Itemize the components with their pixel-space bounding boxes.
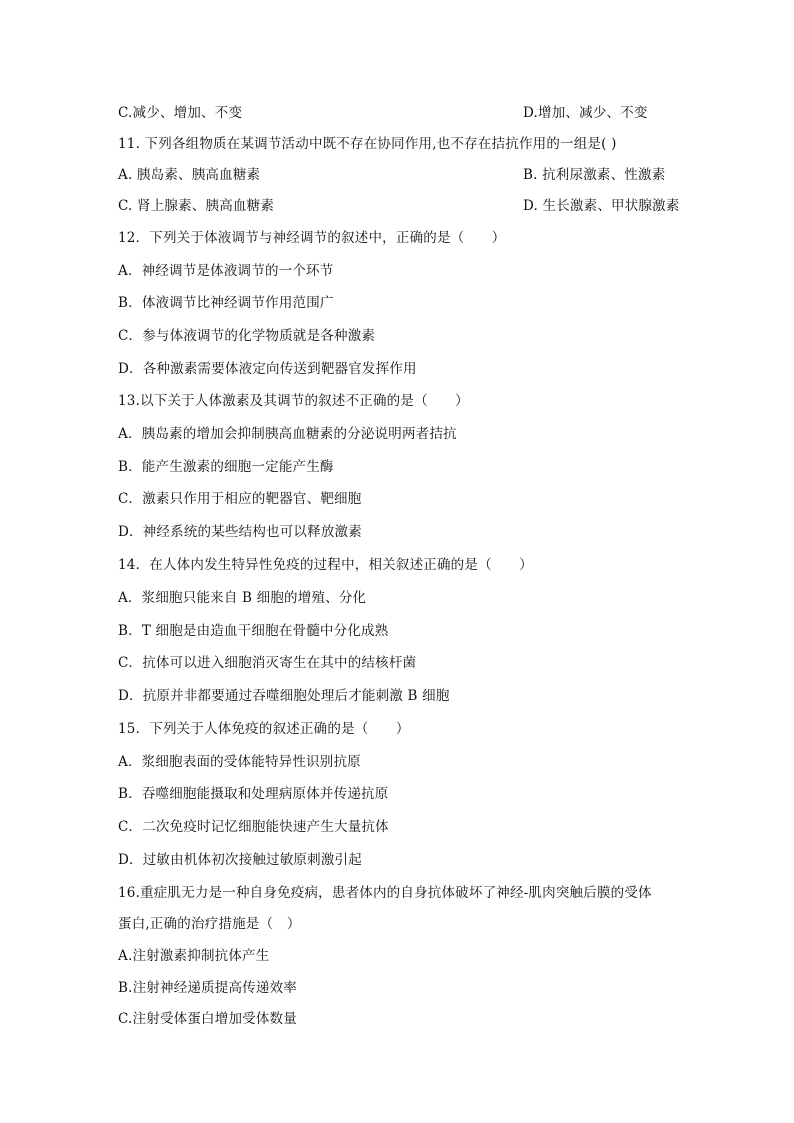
q14-option-b: B．T 细胞是由造血干细胞在骨髓中分化成熟 — [118, 623, 389, 639]
q11-option-c: C. 肾上腺素、胰高血糖素 — [118, 198, 275, 214]
q15-option-d: D．过敏由机体初次接触过敏原刺激引起 — [118, 852, 362, 868]
q12-option-d: D．各种激素需要体液定向传送到靶器官发挥作用 — [118, 361, 417, 377]
q16-stem-line-2: 蛋白,正确的治疗措施是（ ） — [118, 916, 301, 932]
q11-option-d: D. 生长激素、甲状腺激素 — [523, 198, 680, 214]
q13-option-d: D．神经系统的某些结构也可以释放激素 — [118, 524, 362, 540]
q10-option-c: C.减少、增加、不变 — [118, 105, 243, 121]
q13-option-c: C．激素只作用于相应的靶器官、靶细胞 — [118, 491, 362, 507]
q12-option-b: B．体液调节比神经调节作用范围广 — [118, 295, 334, 311]
q11-options-row-1 — [118, 166, 666, 184]
q15-stem: 15．下列关于人体免疫的叙述正确的是（ ） — [118, 721, 410, 737]
q13-stem: 13.以下关于人体激素及其调节的叙述不正确的是（ ） — [118, 393, 469, 409]
q11-option-b: B. 抗利尿激素、性激素 — [523, 167, 666, 183]
q16-option-b: B.注射神经递质提高传递效率 — [118, 980, 298, 996]
q12-option-c: C．参与体液调节的化学物质就是各种激素 — [118, 328, 376, 344]
q14-stem: 14．在人体内发生特异性免疫的过程中，相关叙述正确的是（ ） — [118, 557, 533, 573]
q15-option-c: C．二次免疫时记忆细胞能快速产生大量抗体 — [118, 819, 389, 835]
q15-option-a: A．浆细胞表面的受体能特异性识别抗原 — [118, 754, 361, 770]
q16-option-c: C.注射受体蛋白增加受体数量 — [118, 1011, 297, 1027]
q14-option-a: A．浆细胞只能来自 B 细胞的增殖、分化 — [118, 590, 367, 606]
q10-option-d: D.增加、减少、不变 — [523, 105, 648, 121]
q14-option-c: C．抗体可以进入细胞消灭寄生在其中的结核杆菌 — [118, 655, 417, 671]
q14-option-d: D．抗原并非都要通过吞噬细胞处理后才能刺激 B 细胞 — [118, 688, 450, 704]
q13-option-b: B．能产生激素的细胞一定能产生酶 — [118, 459, 334, 475]
q13-option-a: A．胰岛素的增加会抑制胰高血糖素的分泌说明两者拮抗 — [118, 426, 457, 442]
q10-options-row — [118, 104, 648, 122]
q16-option-a: A.注射激素抑制抗体产生 — [118, 948, 270, 964]
q11-stem: 11. 下列各组物质在某调节活动中既不存在协同作用,也不存在拮抗作用的一组是( ) — [118, 136, 617, 152]
q11-options-row-2 — [118, 197, 680, 215]
q15-option-b: B．吞噬细胞能摄取和处理病原体并传递抗原 — [118, 786, 389, 802]
q12-stem: 12．下列关于体液调节与神经调节的叙述中，正确的是（ ） — [118, 230, 506, 246]
q16-stem-line-1: 16.重症肌无力是一种自身免疫病，患者体内的自身抗体破坏了神经-肌肉突触后膜的受体 — [118, 885, 652, 901]
q12-option-a: A．神经调节是体液调节的一个环节 — [118, 263, 334, 279]
q11-option-a: A. 胰岛素、胰高血糖素 — [118, 167, 261, 183]
